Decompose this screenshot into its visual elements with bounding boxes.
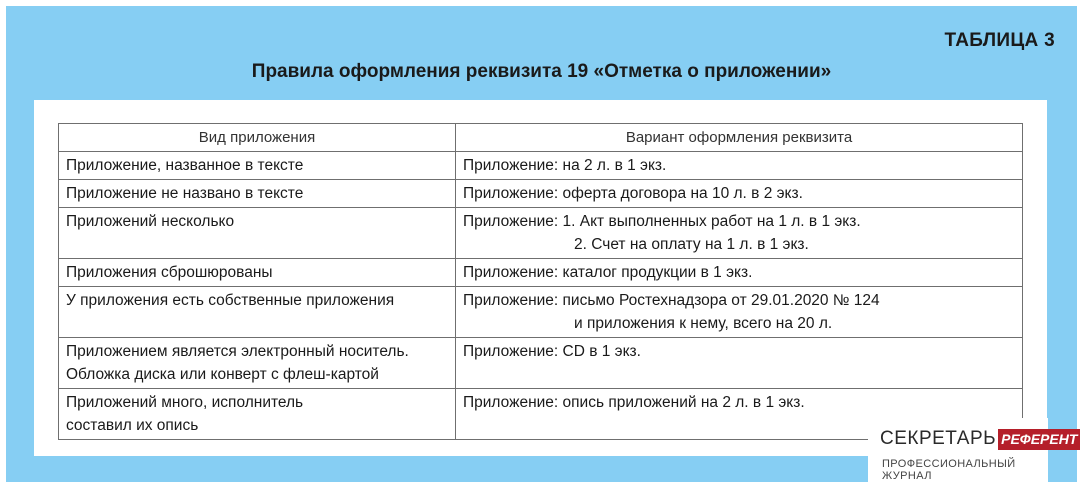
brand-logo	[868, 418, 1078, 484]
variant-text: Приложение: 1. Акт выполненных работ на 1 л. в 1 экз.	[463, 213, 861, 230]
variant-cell	[456, 152, 1023, 180]
kind-text: Приложение, названное в тексте	[66, 157, 304, 174]
kind-text: У приложения есть собственные приложения	[66, 292, 395, 309]
kind-text: Приложением является электронный носитель.	[66, 343, 409, 360]
variant-cell	[456, 259, 1023, 287]
kind-text: Приложение не названо в тексте	[66, 185, 304, 202]
kind-cell	[59, 180, 456, 208]
kind-cell	[59, 208, 456, 259]
variant-text-continued: и приложения к нему, всего на 20 л.	[574, 315, 833, 332]
kind-text: Приложений несколько	[66, 213, 235, 230]
header-variant: Вариант оформления реквизита	[456, 124, 1023, 152]
kind-cell	[59, 259, 456, 287]
variant-text: Приложение: CD в 1 экз.	[463, 343, 641, 360]
kind-text: Приложения сброшюрованы	[66, 264, 273, 281]
variant-text: Приложение: на 2 л. в 1 экз.	[463, 157, 667, 174]
table-row	[59, 287, 1023, 338]
blue-frame	[6, 6, 1077, 482]
brand-name-part1: СЕКРЕТАРЬ	[880, 428, 997, 449]
kind-text-continued: составил их опись	[66, 417, 199, 434]
variant-text: Приложение: оферта договора на 10 л. в 2 экз.	[463, 185, 803, 202]
kind-cell	[59, 152, 456, 180]
rules-table	[58, 123, 1023, 440]
table-number-label: ТАБЛИЦА 3	[944, 30, 1055, 51]
kind-text: Приложений много, исполнитель	[66, 394, 304, 411]
variant-text-continued: 2. Счет на оплату на 1 л. в 1 экз.	[574, 236, 809, 253]
kind-cell	[59, 338, 456, 389]
table-panel	[34, 100, 1047, 456]
table-row	[59, 338, 1023, 389]
kind-cell	[59, 389, 456, 440]
table-heading: Правила оформления реквизита 19 «Отметка о приложении»	[251, 61, 832, 82]
table-row	[59, 259, 1023, 287]
brand-name-part2: РЕФЕРЕНТ	[998, 429, 1080, 450]
variant-cell	[456, 338, 1023, 389]
brand-name	[880, 428, 1080, 450]
variant-text: Приложение: письмо Ростехнадзора от 29.01.2020 № 124	[463, 292, 880, 309]
kind-cell	[59, 287, 456, 338]
brand-subtitle: ПРОФЕССИОНАЛЬНЫЙ ЖУРНАЛ	[882, 458, 1016, 482]
variant-cell	[456, 208, 1023, 259]
kind-text-continued: Обложка диска или конверт с флеш-картой	[66, 366, 379, 383]
table-row	[59, 152, 1023, 180]
table-row	[59, 180, 1023, 208]
variant-text: Приложение: каталог продукции в 1 экз.	[463, 264, 753, 281]
variant-cell	[456, 287, 1023, 338]
table-row	[59, 208, 1023, 259]
variant-cell	[456, 180, 1023, 208]
table-header-row	[59, 124, 1023, 152]
header-kind: Вид приложения	[59, 124, 456, 152]
variant-text: Приложение: опись приложений на 2 л. в 1 экз.	[463, 394, 805, 411]
